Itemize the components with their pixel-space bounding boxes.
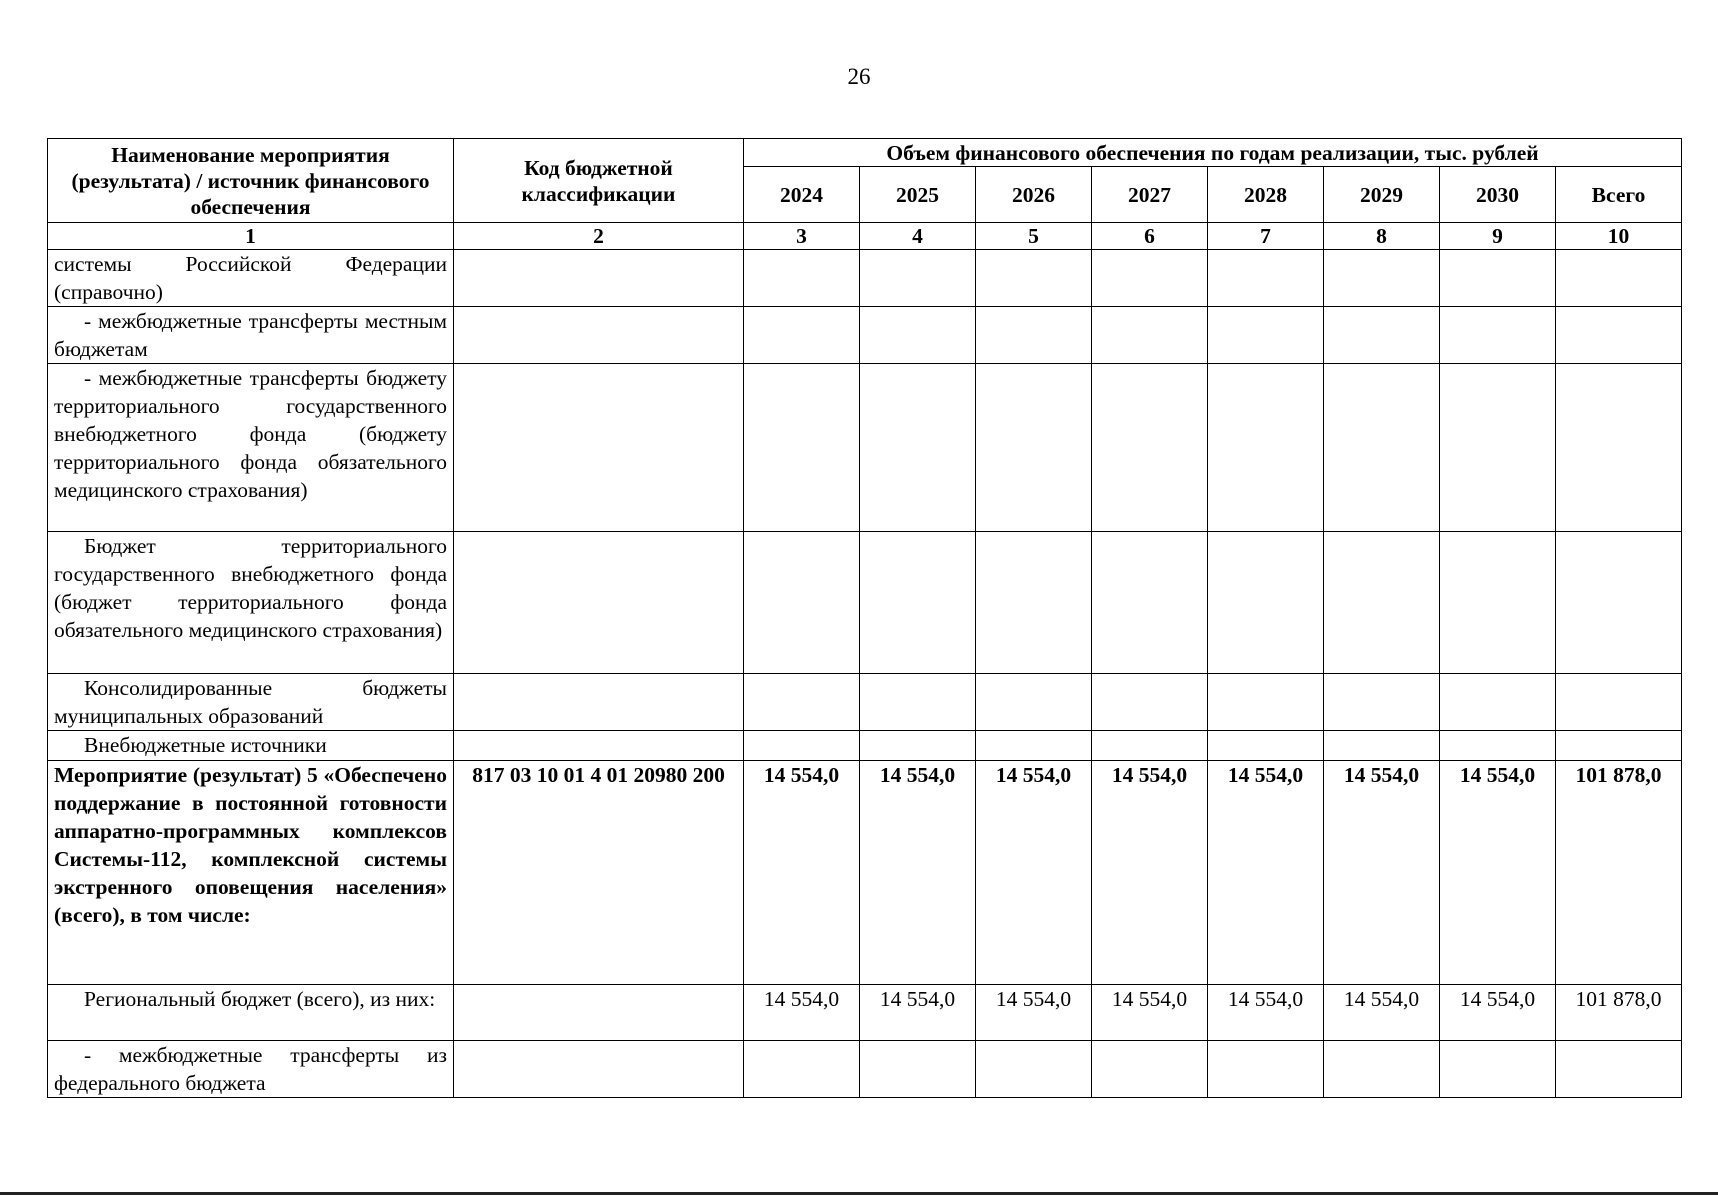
row-value: 14 554,0: [744, 985, 860, 1041]
row-code: [454, 364, 744, 532]
row-value: [1208, 307, 1324, 364]
column-number: 9: [1440, 223, 1556, 250]
row-value: [1208, 731, 1324, 761]
row-total: [1556, 731, 1682, 761]
row-value: [1324, 250, 1440, 307]
column-number-row: [48, 223, 1682, 250]
row-total: [1556, 307, 1682, 364]
row-value: [1208, 364, 1324, 532]
row-value: 14 554,0: [1092, 761, 1208, 985]
row-value: [976, 674, 1092, 731]
header-year: 2026: [976, 167, 1092, 223]
table-row: [48, 364, 1682, 532]
row-total: [1556, 364, 1682, 532]
column-number: 10: [1556, 223, 1682, 250]
row-value: 14 554,0: [860, 761, 976, 985]
row-value: [860, 674, 976, 731]
row-code: [454, 985, 744, 1041]
row-code: [454, 731, 744, 761]
row-value: [744, 307, 860, 364]
row-value: [1208, 674, 1324, 731]
row-value: [744, 364, 860, 532]
row-value: 14 554,0: [976, 761, 1092, 985]
row-value: [1092, 674, 1208, 731]
row-value: [1092, 307, 1208, 364]
row-value: [744, 250, 860, 307]
row-value: [1440, 250, 1556, 307]
row-value: 14 554,0: [1440, 985, 1556, 1041]
row-value: 14 554,0: [1208, 761, 1324, 985]
row-value: [860, 364, 976, 532]
header-total: Всего: [1556, 167, 1682, 223]
row-value: [1440, 1041, 1556, 1098]
header-year: 2025: [860, 167, 976, 223]
row-value: [1208, 250, 1324, 307]
table-row: [48, 674, 1682, 731]
row-name-cell: [48, 532, 454, 674]
row-value: [1324, 1041, 1440, 1098]
row-value: [860, 731, 976, 761]
row-value: [860, 1041, 976, 1098]
header-year: 2028: [1208, 167, 1324, 223]
row-value: [1324, 364, 1440, 532]
row-value: [1440, 307, 1556, 364]
row-value: 14 554,0: [1324, 985, 1440, 1041]
page-number: 26: [847, 64, 871, 89]
column-number: 4: [860, 223, 976, 250]
row-code: [454, 307, 744, 364]
header-code: Код бюджетной классификации: [454, 139, 744, 223]
row-value: 14 554,0: [1440, 761, 1556, 985]
row-name-cell: [48, 761, 454, 985]
row-value: [1324, 307, 1440, 364]
row-value: [744, 731, 860, 761]
row-value: 14 554,0: [744, 761, 860, 985]
row-value: [860, 307, 976, 364]
row-value: [976, 532, 1092, 674]
row-name: - межбюджетные трансферты из федерального бюджета: [54, 1043, 447, 1095]
row-value: [1092, 250, 1208, 307]
row-name-cell: [48, 674, 454, 731]
header-year: 2030: [1440, 167, 1556, 223]
row-name-cell: [48, 731, 454, 761]
table-row: [48, 985, 1682, 1041]
row-value: 14 554,0: [860, 985, 976, 1041]
row-value: [1092, 731, 1208, 761]
row-name-cell: [48, 985, 454, 1041]
row-value: [976, 1041, 1092, 1098]
row-value: 14 554,0: [1092, 985, 1208, 1041]
row-name-cell: [48, 250, 454, 307]
row-name-cell: [48, 1041, 454, 1098]
row-total: [1556, 532, 1682, 674]
row-value: [976, 250, 1092, 307]
column-number: 2: [454, 223, 744, 250]
row-value: [1440, 532, 1556, 674]
row-value: [1092, 364, 1208, 532]
row-value: 14 554,0: [1324, 761, 1440, 985]
row-name: Консолидированные бюджеты муниципальных образований: [54, 676, 447, 728]
header-name: Наименование мероприятия (результата) / источник финансового обеспечения: [48, 139, 454, 223]
row-name: системы Российской Федерации (справочно): [54, 252, 447, 304]
row-code: [454, 1041, 744, 1098]
column-number: 5: [976, 223, 1092, 250]
header-year: 2027: [1092, 167, 1208, 223]
row-value: [860, 250, 976, 307]
row-code: [454, 532, 744, 674]
header-year: 2024: [744, 167, 860, 223]
row-value: [744, 674, 860, 731]
column-number: 1: [48, 223, 454, 250]
row-value: 14 554,0: [976, 985, 1092, 1041]
row-value: [976, 307, 1092, 364]
table-row: [48, 250, 1682, 307]
row-total: [1556, 1041, 1682, 1098]
table-row: [48, 731, 1682, 761]
column-number: 7: [1208, 223, 1324, 250]
row-total: [1556, 674, 1682, 731]
row-value: [976, 364, 1092, 532]
page-bottom-rule: [0, 1192, 1718, 1195]
table-row: [48, 1041, 1682, 1098]
row-value: [1092, 1041, 1208, 1098]
header-volume: Объем финансового обеспечения по годам реализации, тыс. рублей: [744, 139, 1682, 167]
row-code: [454, 250, 744, 307]
row-total: 101 878,0: [1556, 761, 1682, 985]
table-row: [48, 532, 1682, 674]
row-name: Внебюджетные источники: [84, 733, 327, 757]
row-code: [454, 674, 744, 731]
row-value: [1440, 674, 1556, 731]
row-name: - межбюджетные трансферты бюджету территориального государственного внебюджетного фонда (бюджету территориального фонда обязательного медицинского страхования): [54, 366, 447, 502]
column-number: 3: [744, 223, 860, 250]
row-value: [744, 1041, 860, 1098]
row-name: Бюджет территориального государственного внебюджетного фонда (бюджет территориального фонда обязательного медицинского страхования): [54, 534, 447, 642]
row-name-cell: [48, 364, 454, 532]
row-value: 14 554,0: [1208, 985, 1324, 1041]
row-value: [1440, 364, 1556, 532]
row-value: [1324, 532, 1440, 674]
row-value: [1092, 532, 1208, 674]
row-value: [1324, 731, 1440, 761]
row-code: 817 03 10 01 4 01 20980 200: [454, 761, 744, 985]
row-value: [744, 532, 860, 674]
row-name-cell: [48, 307, 454, 364]
row-value: [860, 532, 976, 674]
financing-table: [47, 138, 1682, 1098]
row-value: [1440, 731, 1556, 761]
header-year: 2029: [1324, 167, 1440, 223]
table-row: [48, 761, 1682, 985]
row-name: Мероприятие (результат) 5 «Обеспечено поддержание в постоянной готовности аппаратно-программных комплексов Системы-112, комплексной системы экстренного оповещения населения» (всего), в том числе:: [54, 763, 447, 927]
row-name: Региональный бюджет (всего), из них:: [84, 987, 436, 1011]
column-number: 8: [1324, 223, 1440, 250]
row-name: - межбюджетные трансферты местным бюджетам: [54, 309, 447, 361]
column-number: 6: [1092, 223, 1208, 250]
row-value: [1208, 1041, 1324, 1098]
row-total: [1556, 250, 1682, 307]
row-value: [1324, 674, 1440, 731]
row-total: 101 878,0: [1556, 985, 1682, 1041]
row-value: [1208, 532, 1324, 674]
table-row: [48, 307, 1682, 364]
row-value: [976, 731, 1092, 761]
